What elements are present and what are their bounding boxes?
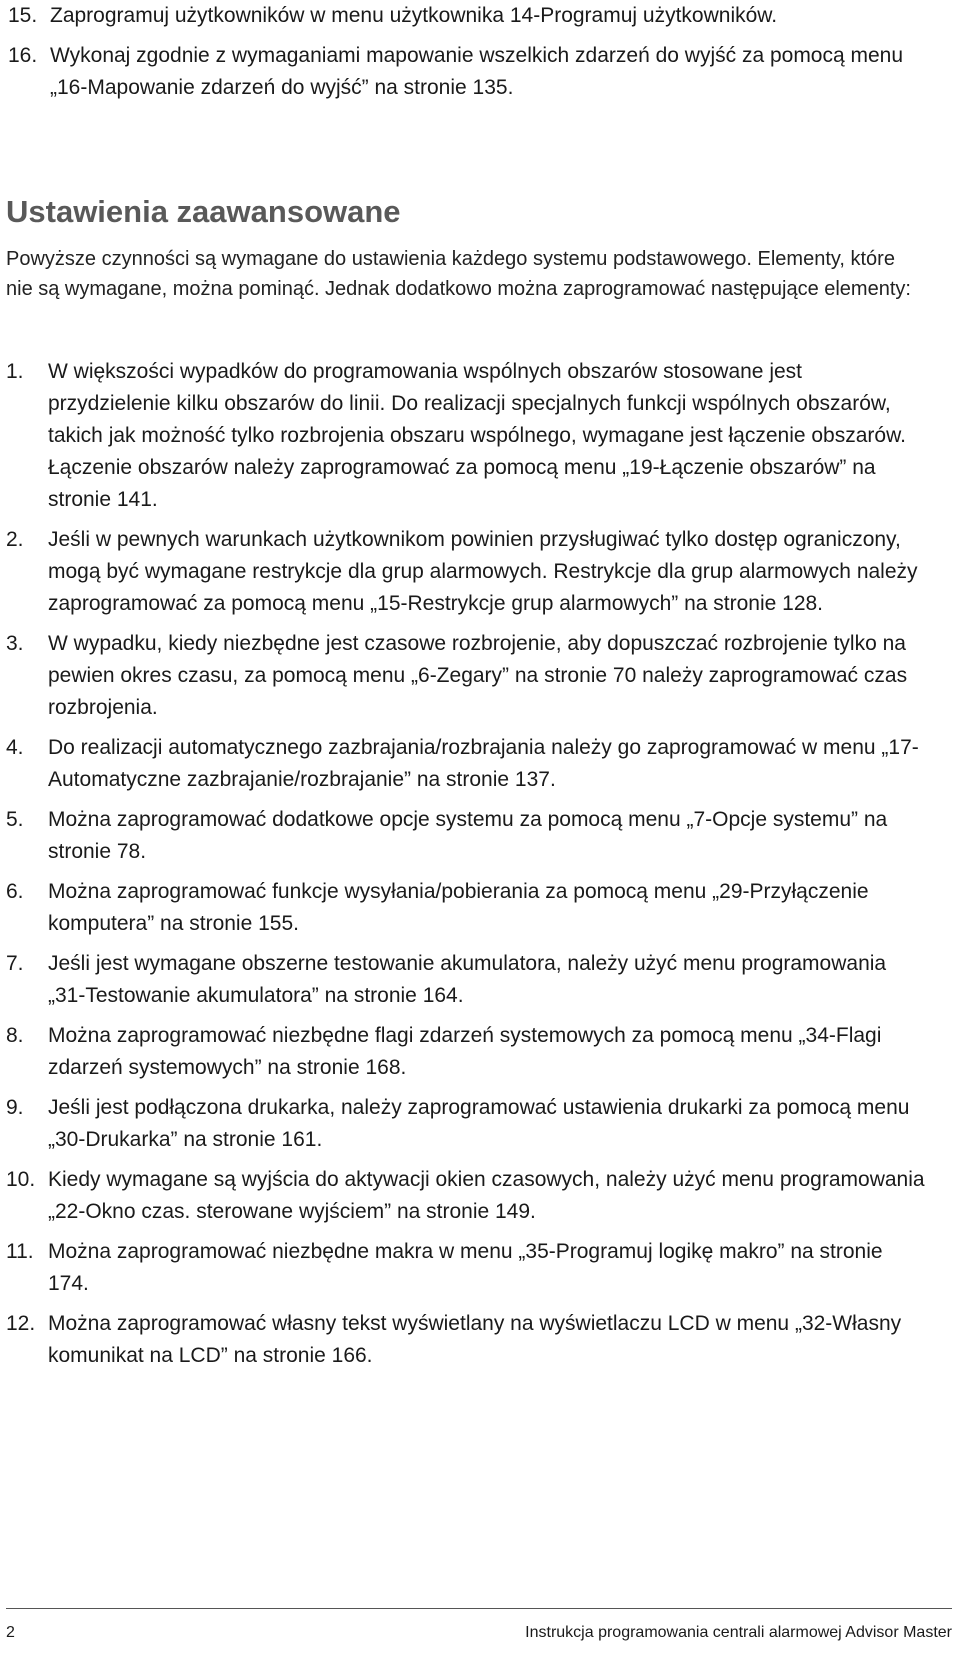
list-item-text: Jeśli jest wymagane obszerne testowanie akumulatora, należy użyć menu programowania „31-Testowanie akumulatora” na stronie 164.: [48, 952, 887, 1007]
list-item-text: Jeśli jest podłączona drukarka, należy zaprogramować ustawienia drukarki za pomocą menu „30-Drukarka” na stronie 161.: [48, 1096, 910, 1151]
list-item-number: 10.: [6, 1168, 36, 1191]
advanced-settings-list: [6, 356, 926, 1380]
list-item: [8, 0, 918, 32]
list-item-number: 8.: [6, 1024, 24, 1047]
list-item-text: Można zaprogramować własny tekst wyświetlany na wyświetlaczu LCD w menu „32-Własny komunikat na LCD” na stronie 166.: [48, 1312, 902, 1367]
continued-step-list: [8, 0, 918, 112]
list-item-number: 11.: [6, 1240, 34, 1263]
list-item-text: Do realizacji automatycznego zazbrajania/rozbrajania należy go zaprogramować w menu „17-Automatyczne zazbrajanie/rozbrajanie” na stronie 137.: [48, 736, 919, 791]
list-item-text: Można zaprogramować niezbędne makra w menu „35-Programuj logikę makro” na stronie 174.: [48, 1240, 883, 1295]
list-item-number: 5.: [6, 808, 24, 831]
section-intro: Powyższe czynności są wymagane do ustawienia każdego systemu podstawowego. Elementy, które nie są wymagane, można pominąć. Jednak dodatkowo można zaprogramować następujące elementy:: [6, 248, 911, 300]
list-item-text: W wypadku, kiedy niezbędne jest czasowe rozbrojenie, aby dopuszczać rozbrojenie tylko na pewien okres czasu, za pomocą menu „6-Zegary” na stronie 70 należy zaprogramować czas rozbrojenia.: [48, 632, 908, 719]
list-item: [6, 1020, 926, 1084]
list-item-text: W większości wypadków do programowania wspólnych obszarów stosowane jest przydzielenie kilku obszarów do linii. Do realizacji specjalnych funkcji wspólnych obszarów, takich jak możność tylko rozbrojenia obszaru wspólnego, wymagane jest łączenie obszarów. Łączenie obszarów należy zaprogramować za pomocą menu „19-Łączenie obszarów” na stronie 141.: [48, 360, 906, 511]
list-item: [6, 1092, 926, 1156]
list-item-number: 12.: [6, 1312, 36, 1335]
list-item-number: 15.: [8, 4, 38, 27]
document-title: Instrukcja programowania centrali alarmowej Advisor Master: [525, 1624, 952, 1641]
list-item-text: Można zaprogramować niezbędne flagi zdarzeń systemowych za pomocą menu „34-Flagi zdarzeń systemowych” na stronie 168.: [48, 1024, 882, 1079]
list-item-text: Można zaprogramować dodatkowe opcje systemu za pomocą menu „7-Opcje systemu” na stronie 78.: [48, 808, 888, 863]
list-item-text: Kiedy wymagane są wyjścia do aktywacji okien czasowych, należy użyć menu programowania „22-Okno czas. sterowane wyjściem” na stronie 149.: [48, 1168, 925, 1223]
list-item-number: 3.: [6, 632, 24, 655]
list-item-number: 4.: [6, 736, 24, 759]
list-item: [6, 1308, 926, 1372]
list-item-number: 16.: [8, 44, 38, 67]
list-item: [6, 356, 926, 516]
page-footer: [0, 1608, 960, 1648]
list-item: [6, 628, 926, 724]
list-item: [6, 1164, 926, 1228]
page-number: 2: [6, 1624, 15, 1641]
list-item-number: 6.: [6, 880, 24, 903]
list-item: [6, 524, 926, 620]
list-item-number: 1.: [6, 360, 24, 383]
list-item: [6, 804, 926, 868]
list-item-number: 7.: [6, 952, 24, 975]
list-item-number: 2.: [6, 528, 24, 551]
list-item: [6, 876, 926, 940]
section-heading: Ustawienia zaawansowane: [6, 194, 401, 229]
list-item: [6, 948, 926, 1012]
footer-divider: [6, 1608, 952, 1609]
list-item-text: Jeśli w pewnych warunkach użytkownikom powinien przysługiwać tylko dostęp ograniczony, mogą być wymagane restrykcje dla grup alarmowych. Restrykcje dla grup alarmowych należy zaprogramować za pomocą menu „15-Restrykcje grup alarmowych” na stronie 128.: [48, 528, 918, 615]
list-item-text: Wykonaj zgodnie z wymaganiami mapowanie wszelkich zdarzeń do wyjść za pomocą menu „16-Mapowanie zdarzeń do wyjść” na stronie 135.: [50, 44, 904, 99]
list-item: [6, 732, 926, 796]
list-item: [8, 40, 918, 104]
list-item-number: 9.: [6, 1096, 24, 1119]
list-item-text: Można zaprogramować funkcje wysyłania/pobierania za pomocą menu „29-Przyłączenie komputera” na stronie 155.: [48, 880, 869, 935]
list-item: [6, 1236, 926, 1300]
list-item-text: Zaprogramuj użytkowników w menu użytkownika 14-Programuj użytkowników.: [50, 4, 778, 27]
